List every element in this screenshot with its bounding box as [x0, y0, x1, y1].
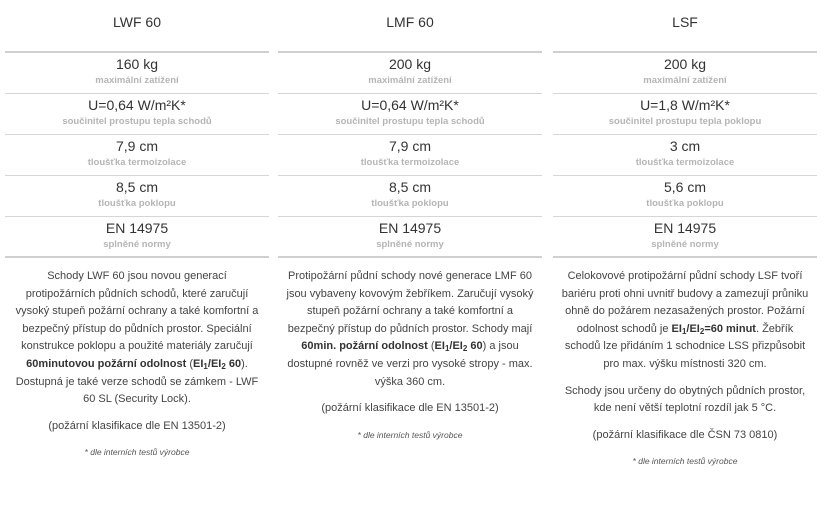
- description-paragraph: [559, 268, 811, 374]
- ei-rating: $EI_1/EI_2=60$ minut: [671, 322, 756, 336]
- spec-norms: [5, 217, 269, 258]
- product-column-lsf: [553, 0, 817, 480]
- spec-u-value: [5, 94, 269, 135]
- ei-rating: $EI_1/EI_2$ 60: [193, 357, 242, 371]
- spec-label: tloušťka termoizolace: [635, 157, 735, 168]
- bold-text: 60min. požární odolnost: [301, 340, 428, 353]
- spec-value: 5,6 cm: [663, 179, 706, 195]
- spec-value: 3 cm: [669, 138, 701, 154]
- product-title: LWF 60: [113, 14, 161, 30]
- spec-label: tloušťka poklopu: [98, 198, 176, 209]
- spec-hatch-thickness: [5, 176, 269, 217]
- product-description: [553, 258, 817, 471]
- product-column-lmf60: [278, 0, 542, 453]
- spec-insulation: [5, 135, 269, 176]
- spec-label: maximální zatížení: [643, 75, 727, 86]
- product-description: [5, 258, 269, 462]
- spec-value: EN 14975: [105, 220, 169, 236]
- footnote: * dle interních testů výrobce: [357, 429, 463, 440]
- text: Celokovové protipožární půdní schody LSF tvoří bariéru proti ohni uvnitř budovy a zamezují průniku ohně do požárem nezasažených prostor. Požární odolnost schodů je: [561, 270, 809, 335]
- text: Protipožární půdní schody nové generace LMF 60 jsou vybaveny kovovým žebříkem. Zaručují vysoký stupeň požární ochrany a také komfortní a bezpečný přístup do půdních prostor. Schody mají: [286, 270, 534, 335]
- fire-classification: (požární klasifikace dle ČSN 73 0810): [592, 428, 778, 441]
- footnote: * dle interních testů výrobce: [632, 456, 738, 467]
- spec-label: tloušťka termoizolace: [87, 157, 187, 168]
- text: Schody LWF 60 jsou novou generací protipožárních půdních schodů, které zaručují vysoký stupeň požární ochrany a také komfortní a bezpečný přístup do půdních prostor. Speciální konstrukce poklopu a použité materiály zaručují: [15, 270, 259, 353]
- ei-rating: $EI_1/EI_2$ 60: [434, 340, 483, 354]
- text: ). Dostupná je také verze schodů se zámkem - LWF 60 SL (Security Lock).: [15, 357, 259, 406]
- bold-text: 60minutovou požární odolnost: [26, 357, 187, 370]
- spec-value: U=1,8 W/m²K*: [640, 97, 730, 113]
- spec-value: 200 kg: [388, 56, 432, 72]
- spec-label: tloušťka poklopu: [646, 198, 724, 209]
- spec-label: součinitel prostupu tepla schodů: [62, 116, 212, 127]
- spec-u-value: [278, 94, 542, 135]
- spec-label: splněné normy: [651, 239, 719, 250]
- spec-insulation: [278, 135, 542, 176]
- fire-classification: (požární klasifikace dle EN 13501-2): [321, 402, 499, 415]
- spec-label: tloušťka termoizolace: [360, 157, 460, 168]
- spec-norms: [553, 217, 817, 258]
- spec-insulation: [553, 135, 817, 176]
- text: (: [186, 357, 194, 370]
- spec-value: 7,9 cm: [388, 138, 431, 154]
- text: ) a jsou dostupné rovněž ve verzi pro vysoké stropy - max. výška 360 cm.: [287, 340, 533, 388]
- spec-label: součinitel prostupu tepla poklopu: [608, 116, 762, 127]
- spec-label: maximální zatížení: [368, 75, 452, 86]
- spec-value: 200 kg: [663, 56, 707, 72]
- description-paragraph-2: Schody jsou určeny do obytných půdních prostor, kde není větší teplotní rozdíl jak 5 °C.: [564, 384, 806, 415]
- spec-hatch-thickness: [278, 176, 542, 217]
- product-title: LMF 60: [386, 14, 434, 30]
- spec-value: U=0,64 W/m²K*: [88, 97, 186, 113]
- spec-value: U=0,64 W/m²K*: [361, 97, 459, 113]
- spec-max-load: [553, 53, 817, 94]
- spec-value: 8,5 cm: [115, 179, 158, 195]
- spec-label: tloušťka poklopu: [371, 198, 449, 209]
- product-description: [278, 258, 542, 444]
- spec-value: 8,5 cm: [388, 179, 431, 195]
- spec-max-load: [278, 53, 542, 94]
- spec-label: splněné normy: [103, 239, 171, 250]
- description-paragraph: [11, 268, 263, 409]
- spec-value: 160 kg: [115, 56, 159, 72]
- spec-u-value: [553, 94, 817, 135]
- spec-value: EN 14975: [378, 220, 442, 236]
- footnote: * dle interních testů výrobce: [84, 447, 190, 458]
- spec-label: součinitel prostupu tepla schodů: [335, 116, 485, 127]
- fire-classification: (požární klasifikace dle EN 13501-2): [48, 419, 226, 432]
- product-column-lwf60: [5, 0, 269, 471]
- spec-hatch-thickness: [553, 176, 817, 217]
- text: . Žebřík schodů lze přidáním 1 schodnice LSS přizpůsobit pro max. výšku místnosti 320 cm.: [564, 322, 806, 370]
- spec-value: EN 14975: [653, 220, 717, 236]
- spec-value: 7,9 cm: [115, 138, 158, 154]
- product-title: LSF: [672, 14, 698, 30]
- text: (: [427, 340, 435, 353]
- description-paragraph: [284, 268, 536, 391]
- spec-label: maximální zatížení: [95, 75, 179, 86]
- spec-norms: [278, 217, 542, 258]
- spec-max-load: [5, 53, 269, 94]
- spec-label: splněné normy: [376, 239, 444, 250]
